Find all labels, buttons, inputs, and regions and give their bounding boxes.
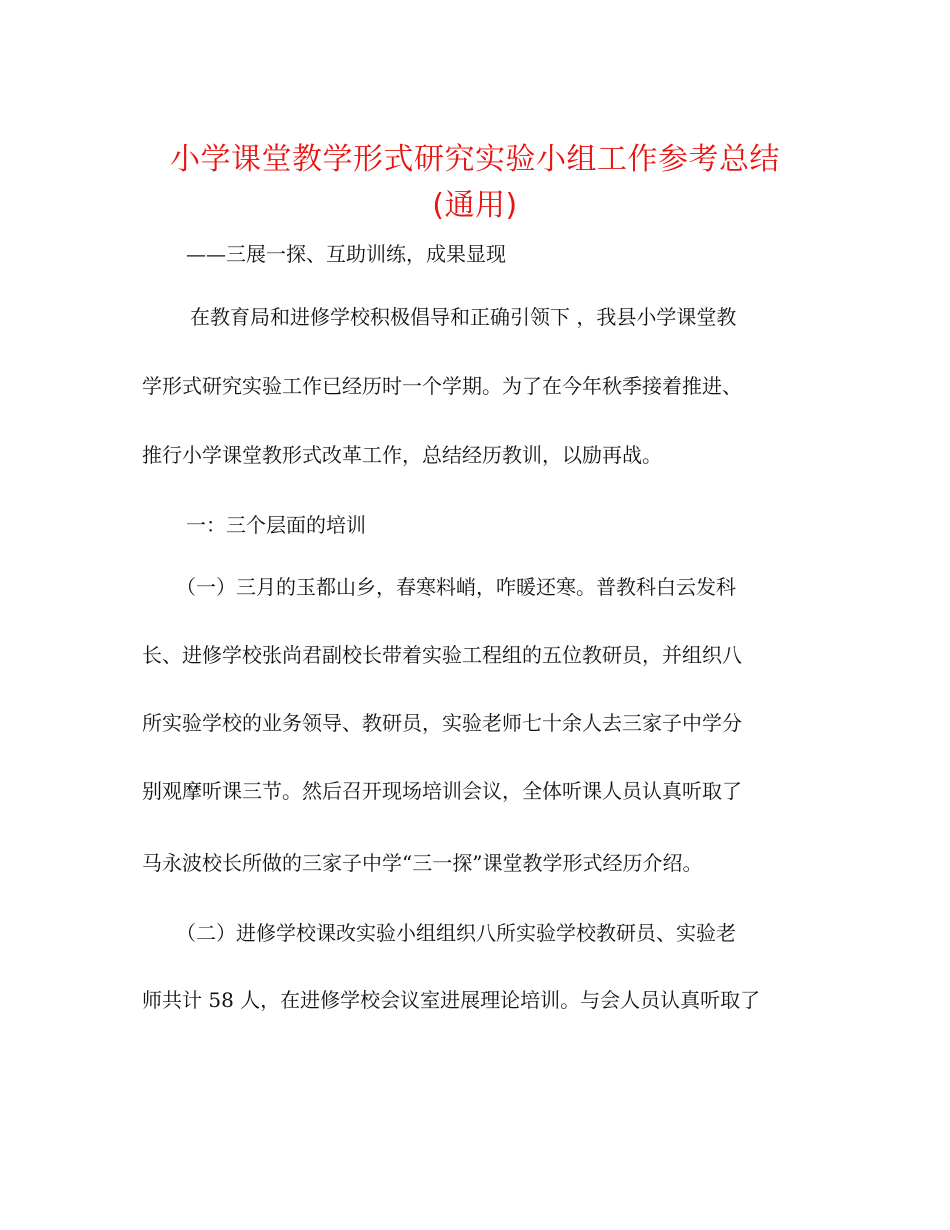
document-title-continuation: (通用) <box>432 188 518 223</box>
paragraph-line: 长、进修学校张尚君副校长带着实验工程组的五位教研员，并组织八 <box>142 643 742 667</box>
paragraph-line: 师共计 58 人，在进修学校会议室进展理论培训。与会人员认真听取了 <box>142 988 761 1012</box>
paragraph-line: （一）三月的玉都山乡，春寒料峭，咋暖还寒。普教科白云发科 <box>176 575 736 599</box>
paragraph-line: （二）进修学校课改实验小组组织八所实验学校教研员、实验老 <box>176 921 736 945</box>
paragraph-line: 马永波校长所做的三家子中学“三一探”课堂教学形式经历介绍。 <box>142 851 703 875</box>
section-heading: 一：三个层面的培训 <box>186 513 366 537</box>
paragraph-line: 在教育局和进修学校积极倡导和正确引领下 ，我县小学课堂教 <box>190 305 737 329</box>
paragraph-line: 别观摩听课三节。然后召开现场培训会议，全体听课人员认真听取了 <box>142 779 742 803</box>
document-title: 小学课堂教学形式研究实验小组工作参考总结 <box>170 142 780 177</box>
paragraph-line: 推行小学课堂教形式改革工作，总结经历教训，以励再战。 <box>142 443 662 467</box>
subtitle: ——三展一探、互助训练，成果显现 <box>186 242 506 266</box>
paragraph-line: 学形式研究实验工作已经历时一个学期。为了在今年秋季接着推进、 <box>142 374 742 398</box>
paragraph-line: 所实验学校的业务领导、教研员，实验老师七十余人去三家子中学分 <box>142 711 742 735</box>
